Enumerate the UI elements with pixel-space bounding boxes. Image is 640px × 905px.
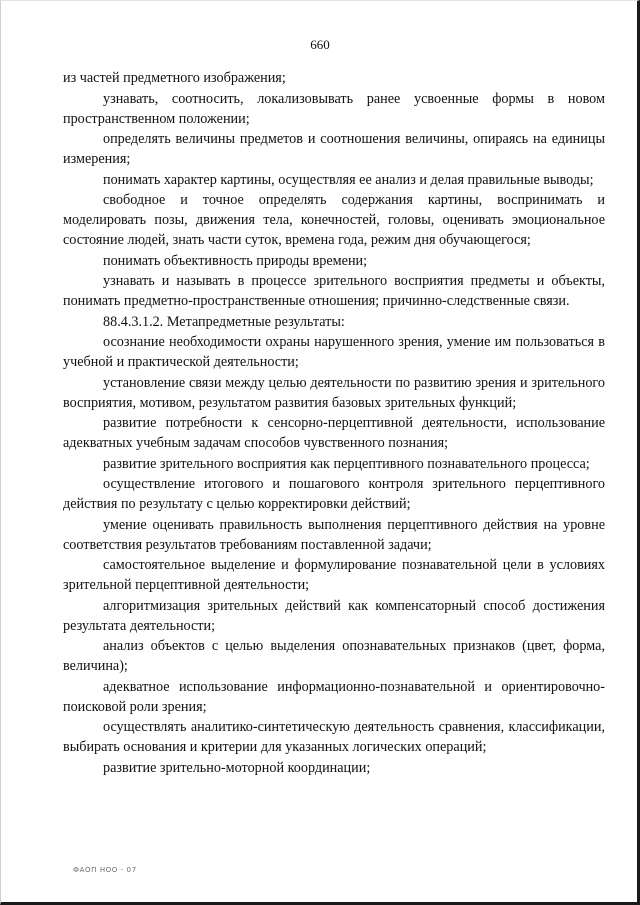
paragraph: умение оценивать правильность выполнения перцептивного действия на уровне соответствия результатов требованиям поставленной задачи; <box>63 516 605 553</box>
paragraph: установление связи между целью деятельности по развитию зрения и зрительного восприятия, мотивом, результатом развития базовых зрительных функций; <box>63 374 605 411</box>
paragraph: свободное и точное определять содержания картины, воспринимать и моделировать позы, движения тела, конечностей, головы, оценивать эмоциональное состояние людей, знать части суток, времена года, режим дня обучающегося; <box>63 192 605 248</box>
paragraph: осуществлять аналитико-синтетическую деятельность сравнения, классификации, выбирать основания и критерии для указанных логических операций; <box>63 719 605 755</box>
page-number: 660 <box>310 37 330 52</box>
paragraph: развитие зрительно-моторной координации; <box>103 759 371 776</box>
paragraph: алгоритмизация зрительных действий как компенсаторный способ достижения результата деятельности; <box>63 597 605 634</box>
paragraph: развитие зрительного восприятия как перцептивного познавательного процесса; <box>103 455 590 472</box>
paragraph: адекватное использование информационно-познавательной и ориентировочно-поисковой роли зрения; <box>63 678 605 715</box>
paragraph: узнавать и называть в процессе зрительного восприятия предметы и объекты, понимать предметно-пространственные отношения; причинно-следственные связи. <box>63 273 605 309</box>
paragraph: развитие потребности к сенсорно-перцептивной деятельности, использование адекватных учебным задачам способов чувственного познания; <box>63 415 605 451</box>
paragraph: из частей предметного изображения; <box>63 70 286 86</box>
paragraph: самостоятельное выделение и формулирование познавательной цели в условиях зрительной перцептивной деятельности; <box>63 557 605 593</box>
paragraph: осуществление итогового и пошагового контроля зрительного перцептивного действия по результату с целью корректировки действий; <box>63 476 605 512</box>
paragraph: определять величины предметов и соотношения величины, опираясь на единицы измерения; <box>63 131 605 167</box>
paragraph: узнавать, соотносить, локализовывать ранее усвоенные формы в новом пространственном положении; <box>63 90 605 127</box>
paragraph: понимать объективность природы времени; <box>103 252 368 269</box>
paragraph: понимать характер картины, осуществляя ее анализ и делая правильные выводы; <box>103 171 594 188</box>
paragraph: осознание необходимости охраны нарушенного зрения, умение им пользоваться в учебной и практической деятельности; <box>63 334 605 370</box>
document-body <box>63 68 605 778</box>
section-heading: 88.4.3.1.2. Метапредметные результаты: <box>103 313 345 330</box>
footer-document-code: ФАОП НОО - 07 <box>73 866 137 874</box>
paragraph: анализ объектов с целью выделения опознавательных признаков (цвет, форма, величина); <box>63 638 605 674</box>
